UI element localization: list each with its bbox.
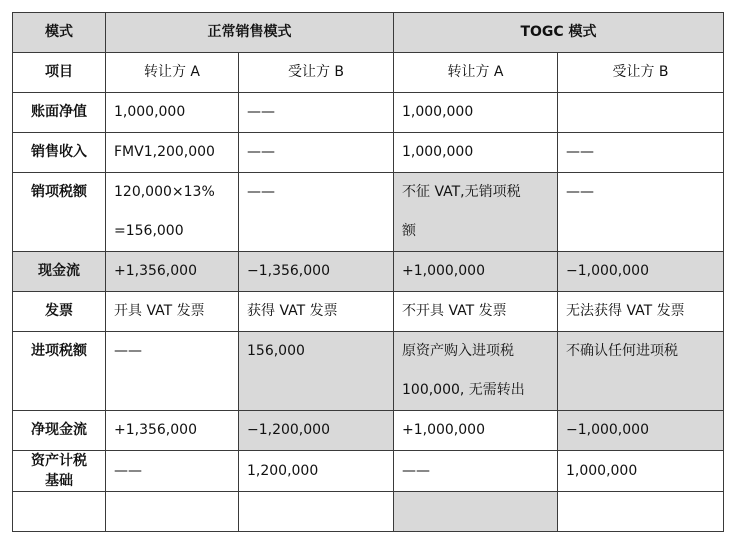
row-tax-basis [13,451,724,492]
row-net-cash-flow [13,411,724,451]
row-label: 账面净值 [13,93,106,133]
row-label: 发票 [13,292,106,332]
row-label: 销售收入 [13,133,106,173]
cell [394,173,558,252]
cell-line: 120,000×13% [114,184,215,200]
cell: —— [106,451,239,492]
cell: FMV1,200,000 [106,133,239,173]
cell: —— [558,173,724,252]
cell: 1,000,000 [394,133,558,173]
header-mode: 模式 [13,13,106,53]
subheader-transferor-a: 转让方 A [106,53,239,93]
header-row [13,13,724,53]
cell-line: 不征 VAT,无销项税 [402,184,521,200]
comparison-table [12,12,724,532]
row-label: 净现金流 [13,411,106,451]
cell: —— [558,133,724,173]
label-line: 资产计税 [31,453,87,469]
cell [394,332,558,411]
label-line: 基础 [45,473,73,489]
cell: —— [106,332,239,411]
cell: —— [394,451,558,492]
row-output-tax [13,173,724,252]
subheader-transferee-b: 受让方 B [239,53,394,93]
cell: 1,000,000 [106,93,239,133]
empty-cell [394,492,558,532]
cell: 开具 VAT 发票 [106,292,239,332]
cell: +1,000,000 [394,252,558,292]
row-label [13,451,106,492]
cell [106,173,239,252]
row-sales-revenue [13,133,724,173]
row-input-tax [13,332,724,411]
cell: −1,200,000 [239,411,394,451]
cell-line: 原资产购入进项税 [402,343,514,359]
cell: −1,000,000 [558,252,724,292]
cell [558,93,724,133]
cell: 1,200,000 [239,451,394,492]
subheader-togc-transferee-b: 受让方 B [558,53,724,93]
empty-cell [13,492,106,532]
cell: 获得 VAT 发票 [239,292,394,332]
cell: −1,000,000 [558,411,724,451]
subheader-row [13,53,724,93]
subheader-togc-transferor-a: 转让方 A [394,53,558,93]
row-cash-flow [13,252,724,292]
cell-line: 100,000, 无需转出 [402,382,525,398]
cell: 156,000 [239,332,394,411]
row-label: 销项税额 [13,173,106,252]
row-invoice [13,292,724,332]
empty-cell [558,492,724,532]
header-togc: TOGC 模式 [394,13,724,53]
cell-line: 额 [402,223,416,239]
cell: +1,356,000 [106,252,239,292]
cell: 不开具 VAT 发票 [394,292,558,332]
cell: 1,000,000 [558,451,724,492]
row-book-value [13,93,724,133]
cell: —— [239,173,394,252]
cell: —— [239,133,394,173]
cell: 无法获得 VAT 发票 [558,292,724,332]
subheader-item: 项目 [13,53,106,93]
empty-cell [106,492,239,532]
cell: —— [239,93,394,133]
cell: 不确认任何进项税 [558,332,724,411]
row-empty [13,492,724,532]
cell: 1,000,000 [394,93,558,133]
header-normal-sale: 正常销售模式 [106,13,394,53]
cell: +1,000,000 [394,411,558,451]
empty-cell [239,492,394,532]
row-label: 进项税额 [13,332,106,411]
cell-line: =156,000 [114,223,184,239]
cell: +1,356,000 [106,411,239,451]
row-label: 现金流 [13,252,106,292]
cell: −1,356,000 [239,252,394,292]
